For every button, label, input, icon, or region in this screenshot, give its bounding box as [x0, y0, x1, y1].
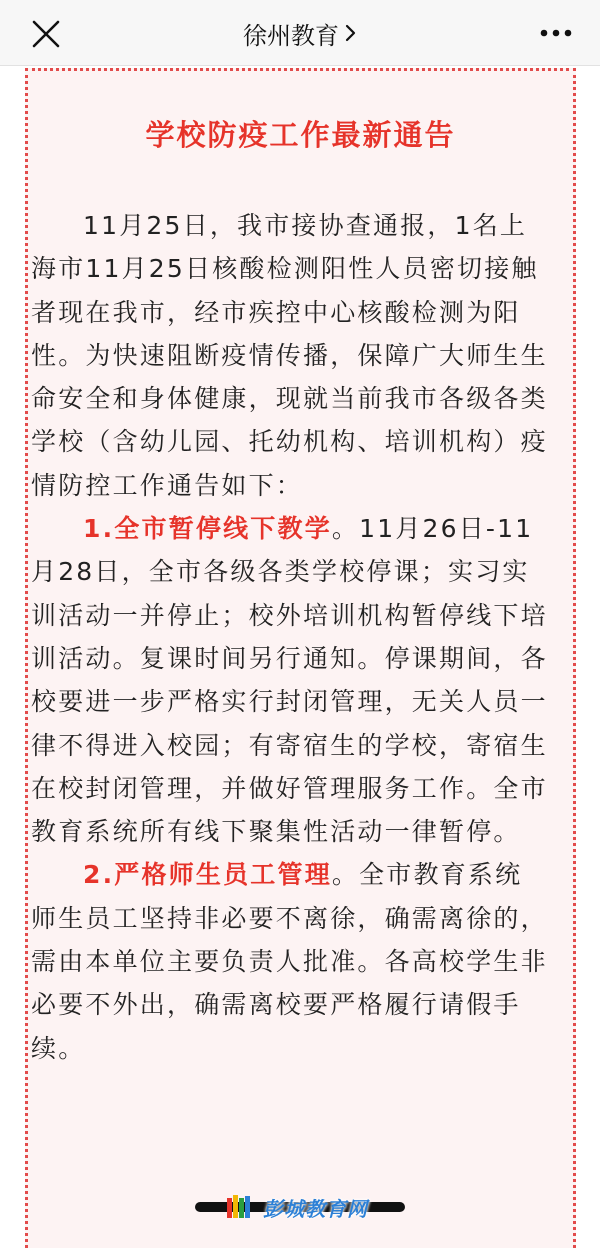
account-title: 徐州教育 — [243, 21, 339, 50]
article-headline: 学校防疫工作最新通告 — [145, 118, 456, 152]
watermark-text: 彭城教育网 — [263, 1196, 368, 1221]
close-icon — [26, 14, 66, 54]
close-button[interactable] — [26, 14, 66, 54]
top-nav-bar — [0, 0, 600, 66]
section-text-1: 。11月26日-11月28日，全市各级各类学校停课；实习实训活动一并停止；校外培训机构暂停线下培训活动。复课时间另行通知。停课期间，各校要进一步严格实行封闭管理，无关人员一律不得进入校园；有寄宿生的学校，寄宿生在校封闭管理，并做好管理服务工作。全市教育系统所有线下聚集性活动一律暂停。 — [31, 514, 548, 847]
section-paragraph-1 — [31, 507, 549, 853]
article-body — [31, 204, 549, 1070]
more-button[interactable] — [536, 18, 576, 48]
more-dots-icon — [536, 18, 576, 48]
section-paragraph-2 — [31, 853, 549, 1069]
account-title-button[interactable] — [243, 16, 357, 51]
intro-paragraph — [31, 204, 549, 507]
intro-text: 11月25日，我市接协查通报，1名上海市11月25日核酸检测阳性人员密切接触者现在我市，经市疾控中心核酸检测为阳性。为快速阻断疫情传播，保障广大师生生命安全和身体健康，现就当前我市各级各类学校（含幼儿园、托幼机构、培训机构）疫情防控工作通告如下： — [31, 211, 548, 500]
section-title-2: 2.严格师生员工管理 — [83, 860, 332, 890]
chevron-right-icon — [345, 23, 357, 43]
site-watermark — [195, 1190, 405, 1224]
books-logo-icon — [225, 1192, 255, 1222]
section-title-1: 1.全市暂停线下教学 — [83, 514, 332, 544]
section-text-2: 。全市教育系统师生员工坚持非必要不离徐，确需离徐的，需由本单位主要负责人批准。各高校学生非必要不外出，确需离校要严格履行请假手续。 — [31, 860, 548, 1063]
